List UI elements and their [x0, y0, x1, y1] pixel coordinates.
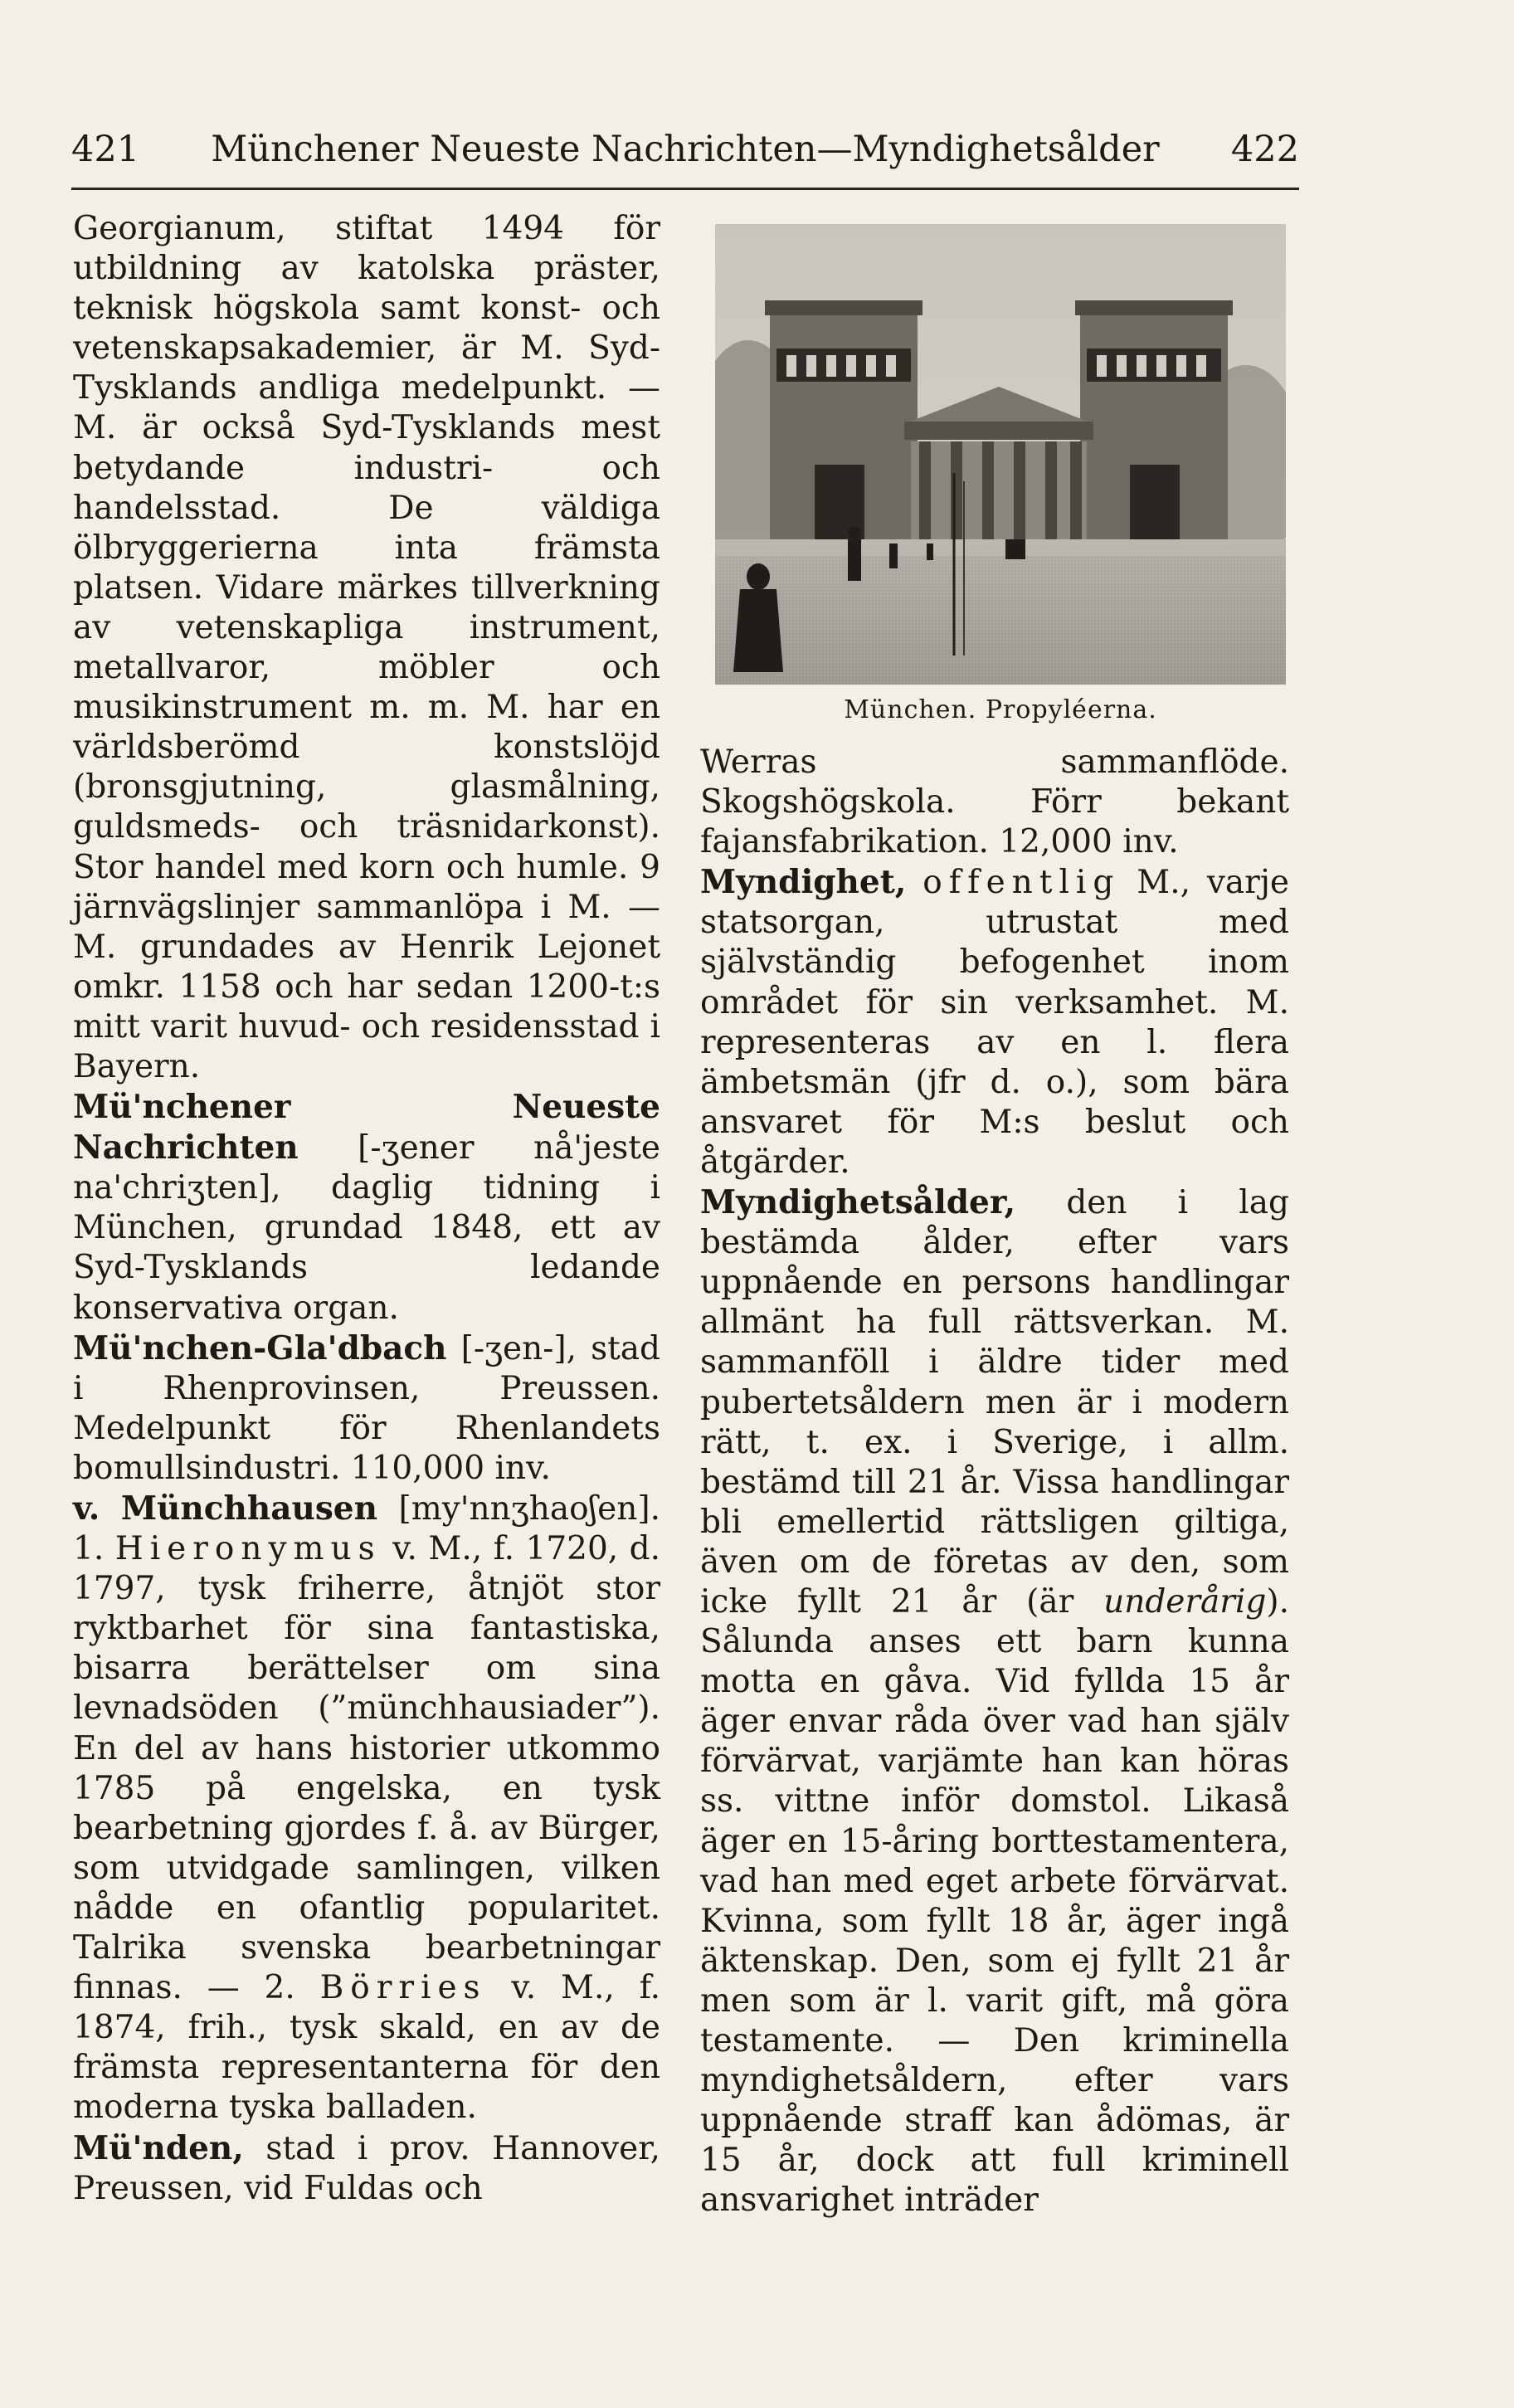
headword: Mü'nden, [73, 2128, 244, 2167]
entry-munden [73, 2128, 660, 2209]
entry-myndighet [700, 862, 1289, 1182]
entry-text: stad i prov. Hannover, Preussen, vid Fuldas och [73, 2129, 660, 2207]
entry-munchhausen [73, 1489, 660, 2128]
entry-text: ). Sålunda anses ett barn kunna motta en gåva. Vid fyllda 15 år äger envar råda över vad han själv förvärvat, varjämte han kan höras ss. vittne inför domstol. Likaså äger en 15-åring borttestamentera, vad han med eget arbete förvärvat. Kvinna, som fyllt 18 år, äger ingå äktenskap. Den, som ej fyllt 21 år men som är l. varit gift, må göra testamente. — Den kriminella myndighetsåldern, efter vars uppnående straff kan ådömas, är 15 år, dock att full kriminell ansvarighet inträder [700, 1582, 1289, 2220]
headword: Mü'nchener Neueste Nachrichten [73, 1088, 660, 1167]
page-number-right: 422 [1230, 129, 1299, 170]
italic-term: underårig [1103, 1582, 1267, 1621]
entry-text: v. M., f. 1720, d. 1797, tysk friherre, åtnjöt stor ryktbarhet för sina fantastiska, bisarra berättelser om sina levnadsöden (”münchhausiader”). En del av hans historier utkommo 1785 på engelska, en tysk bearbetning gjordes f. å. av Bürger, som utvidgade samlingen, vilken nådde en ofantlig popularitet. Talrika svenska bearbetningar finnas. — 2. [73, 1530, 661, 2007]
entry-text: [-ʒen-], stad i Rhenprovinsen, Preussen. Medelpunkt för Rhenlandets bomullsindustri. 110,000 inv. [73, 1329, 660, 1487]
intro-paragraph: Georgianum, stiftat 1494 för utbildning av katolska präster, teknisk högskola samt konst- och vetenskapsakademier, är M. Syd-Tysklands andliga medelpunkt. — M. är också Syd-Tysklands mest betydande industri- och handelsstad. De väldiga ölbryggerierna inta främsta platsen. Vidare märkes tillverkning av vetenskapliga instrument, metallvaror, möbler och musikinstrument m. m. M. har en världsberömd konstslöjd (bronsgjutning, glasmålning, guldsmeds- och träsnidarkonst). Stor handel med korn och humle. 9 järnvägslinjer sammanlöpa i M. — M. grundades av Henrik Lejonet omkr. 1158 och har sedan 1200-t:s mitt varit huvud- och residensstad i Bayern. [73, 210, 660, 1085]
right-column [700, 743, 1289, 2220]
page-number-left: 421 [71, 129, 140, 170]
entry-text: M., varje statsorgan, utrustat med självständig befogenhet inom området för sin verksamhet. M. representeras av en l. flera ämbetsmän (jfr d. o.), som bära ansvaret för M:s beslut och åtgärder. [700, 864, 1289, 1181]
header-rule [71, 188, 1299, 190]
spaced-name: Hieronymus [114, 1530, 382, 1568]
headword: Mü'nchen-Gla'dbach [73, 1328, 447, 1367]
photo-caption: München. Propyléerna. [844, 695, 1157, 724]
propylaea-photo-drawing [715, 224, 1286, 685]
headword: Münchhausen [120, 1489, 377, 1528]
entry-text: [-ʒener nå'jeste na'chriʒten], daglig tidning i München, grundad 1848, ett av Syd-Tysklands ledande konservativa organ. [73, 1129, 660, 1327]
spaced-word: offentlig [923, 864, 1121, 902]
headword-prefix: v. [73, 1489, 100, 1528]
left-column [73, 209, 660, 2209]
entry-text: v. M., f. 1874, frih., tysk skald, en av de främsta representanterna för den moderna tyska balladen. [73, 1969, 661, 2127]
running-title: Münchener Neueste Nachrichten—Myndighetsålder [211, 129, 1160, 170]
continuation-paragraph: Werras sammanflöde. Skogshögskola. Förr bekant fajansfabrikation. 12,000 inv. [700, 743, 1289, 861]
headword: Myndighet, [700, 863, 907, 902]
entry-myndighetsalder [700, 1182, 1289, 2220]
propylaea-photo [715, 224, 1286, 685]
headword: Myndighetsålder, [700, 1183, 1016, 1222]
entry-nachrichten [73, 1087, 660, 1328]
page-header [71, 124, 1299, 174]
spaced-name: Börries [319, 1969, 487, 2007]
entry-text: [my'nnʒhaoʃen]. 1. [73, 1490, 660, 1568]
entry-gladbach [73, 1328, 660, 1489]
entry-text: den i lag bestämda ålder, efter vars uppnående en persons handlingar allmänt ha full rättsverkan. M. sammanföll i äldre tider med pubertetsåldern men är i modern rätt, t. ex. i Sverige, i allm. bestämd till 21 år. Vissa handlingar bli emellertid rättsligen giltiga, även om de företas av den, som icke fyllt 21 år (är [700, 1184, 1290, 1621]
